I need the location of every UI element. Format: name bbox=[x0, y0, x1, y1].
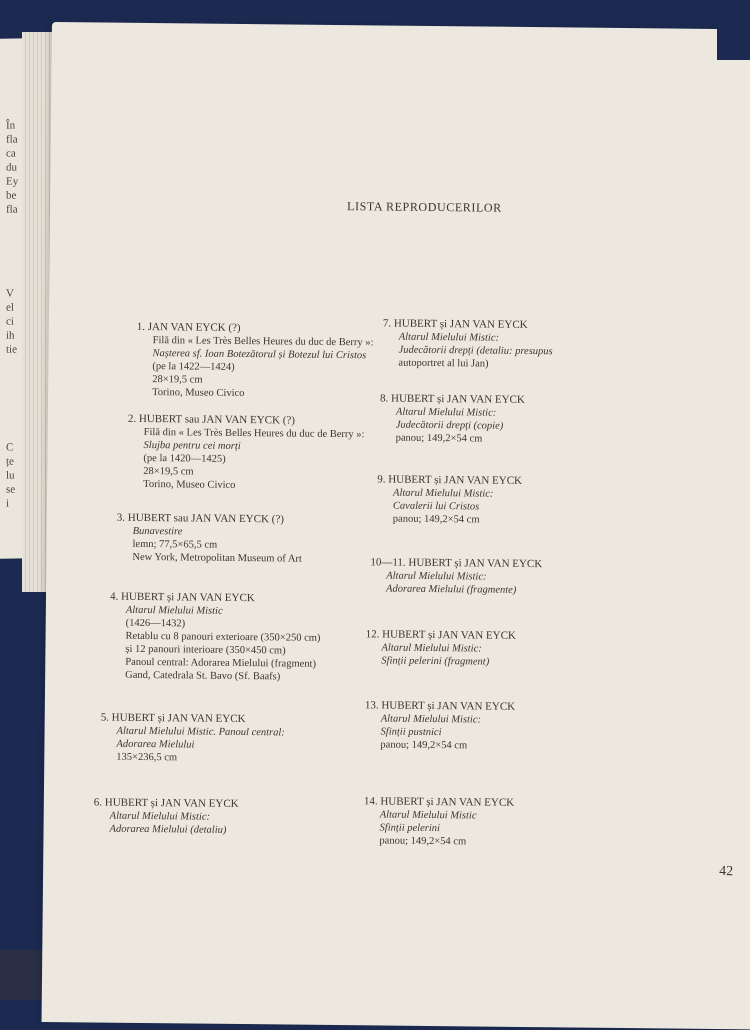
previous-page-fragment: ci bbox=[6, 315, 14, 328]
book-page bbox=[42, 22, 750, 1029]
entry-detail-line: Cavalerii lui Cristos bbox=[392, 500, 480, 513]
entry-detail-line: Nașterea sf. Ioan Botezătorul și Botezul lui Cristos bbox=[152, 348, 367, 362]
entry-detail-line: Adorarea Mielului (detaliu) bbox=[109, 823, 227, 836]
previous-page-fragment: du bbox=[6, 161, 17, 174]
entry-detail-line: Altarul Mielului Mistic: bbox=[395, 406, 497, 419]
previous-page-fragment: i bbox=[6, 497, 10, 510]
right_column-entry bbox=[365, 628, 516, 669]
entry-artist: HUBERT și JAN VAN EYCK bbox=[408, 556, 543, 571]
entry-detail-line: Filă din « Les Très Belles Heures du duc de Berry »: bbox=[143, 426, 365, 441]
entry-detail-line: 28×19,5 cm bbox=[143, 465, 194, 478]
entry-artist: HUBERT și JAN VAN EYCK bbox=[391, 392, 525, 406]
entry-detail-line: Judecătorii drepți (detaliu: presupus bbox=[398, 344, 553, 358]
entry-artist: HUBERT sau JAN VAN EYCK (?) bbox=[127, 511, 284, 526]
entry-detail-line: lemn; 77,5×65,5 cm bbox=[132, 538, 218, 551]
entry-detail-line: panou; 149,2×54 cm bbox=[392, 513, 480, 526]
previous-page-fragment: C bbox=[6, 441, 14, 454]
entry-detail-line: Torino, Museo Civico bbox=[143, 478, 236, 491]
entry-detail-line: Torino, Museo Civico bbox=[152, 387, 245, 400]
entry-detail-line: Altarul Mielului Mistic. Panoul central: bbox=[116, 725, 285, 739]
previous-page-fragment: ih bbox=[6, 329, 15, 342]
entry-artist: HUBERT și JAN VAN EYCK bbox=[111, 711, 246, 726]
entry-detail-line: 28×19,5 cm bbox=[152, 374, 203, 386]
entry-number: 14. bbox=[363, 795, 378, 808]
left_column-entry bbox=[100, 712, 285, 766]
previous-page-fragment: țe bbox=[6, 455, 14, 468]
entry-artist: HUBERT și JAN VAN EYCK bbox=[380, 795, 515, 809]
entry-detail-line: (1426—1432) bbox=[125, 617, 186, 630]
entry-detail-line: 135×236,5 cm bbox=[116, 751, 178, 764]
entry-detail-line: (pe la 1422—1424) bbox=[152, 361, 235, 373]
entry-detail-line: New York, Metropolitan Museum of Art bbox=[132, 551, 302, 565]
entry-number: 6. bbox=[93, 796, 103, 809]
page-heading: LISTA REPRODUCERILOR bbox=[347, 199, 502, 215]
entry-detail-line: Altarul Mielului Mistic: bbox=[398, 331, 500, 344]
entry-detail-line: Altarul Mielului Mistic bbox=[379, 809, 477, 822]
entry-detail-line: Adorarea Mielului (fragmente) bbox=[386, 583, 517, 596]
entry-detail-line: și 12 panouri interioare (350×450 cm) bbox=[125, 643, 286, 657]
previous-page-fragment: lu bbox=[6, 469, 15, 482]
entry-number: 4. bbox=[109, 590, 119, 603]
left_column-entry bbox=[109, 591, 321, 684]
entry-number: 13. bbox=[364, 699, 379, 712]
entry-artist: HUBERT și JAN VAN EYCK bbox=[393, 317, 528, 331]
right_column-entry bbox=[377, 473, 522, 527]
entry-number: 8. bbox=[380, 392, 389, 405]
entry-detail-line: Sfinții pelerini (fragment) bbox=[381, 655, 490, 668]
entry-number: 10—11. bbox=[370, 556, 406, 569]
entry-number: 7. bbox=[382, 317, 392, 330]
entry-artist: JAN VAN EYCK (?) bbox=[147, 321, 241, 334]
entry-detail-line: Altarul Mielului Mistic bbox=[125, 604, 223, 617]
entry-artist: HUBERT și JAN VAN EYCK bbox=[120, 590, 255, 605]
entry-detail-line: Altarul Mielului Mistic: bbox=[386, 570, 487, 583]
right_column-entry bbox=[370, 556, 542, 597]
entry-artist: HUBERT și JAN VAN EYCK bbox=[104, 796, 239, 810]
entry-number: 12. bbox=[365, 628, 380, 641]
entry-detail-line: autoportret al lui Jan) bbox=[398, 357, 489, 370]
right_column-entry bbox=[380, 392, 525, 446]
entry-detail-line: Altarul Mielului Mistic: bbox=[109, 810, 211, 823]
entry-artist: HUBERT și JAN VAN EYCK bbox=[388, 473, 523, 487]
entry-detail-line: Altarul Mielului Mistic: bbox=[380, 713, 482, 726]
entry-detail-line: Sfinții pustnici bbox=[380, 726, 442, 739]
entry-detail-line: Panoul central: Adorarea Mielului (fragment) bbox=[125, 656, 317, 670]
entry-number: 9. bbox=[377, 473, 386, 486]
left_column-entry bbox=[116, 512, 302, 566]
right_column-entry bbox=[382, 317, 553, 371]
entry-detail-line: Bunavestire bbox=[132, 525, 183, 538]
background-gap bbox=[717, 0, 750, 60]
entry-detail-line: panou; 149,2×54 cm bbox=[379, 835, 467, 848]
entry-detail-line: panou; 149,2×54 cm bbox=[380, 739, 468, 752]
entry-detail-line: Slujba pentru cei morți bbox=[143, 439, 241, 452]
previous-page-fragment: tie bbox=[6, 343, 17, 356]
previous-page-fragment: fla bbox=[6, 133, 18, 146]
previous-page-fragment: Ey bbox=[6, 175, 19, 188]
entry-detail-line: panou; 149,2×54 cm bbox=[395, 432, 483, 445]
entry-number: 5. bbox=[100, 711, 110, 724]
left_column-entry bbox=[93, 796, 238, 837]
entry-number: 3. bbox=[116, 511, 126, 524]
previous-page-fragment: ca bbox=[6, 147, 16, 160]
previous-page-fragment: be bbox=[6, 189, 17, 202]
entry-artist: HUBERT sau JAN VAN EYCK (?) bbox=[138, 412, 295, 427]
entry-detail-line: Sfinții pelerini bbox=[379, 822, 441, 835]
entry-detail-line: (pe la 1420—1425) bbox=[143, 452, 226, 465]
previous-page-fragment: el bbox=[6, 301, 14, 314]
previous-page-fragment: fla bbox=[6, 203, 18, 216]
entry-detail-line: Judecătorii drepți (copie) bbox=[395, 419, 504, 432]
right_column-entry bbox=[364, 699, 515, 753]
previous-page-fragment: În bbox=[6, 119, 16, 132]
entry-number: 1. bbox=[136, 320, 146, 333]
entry-detail-line: Altarul Mielului Mistic: bbox=[393, 487, 494, 500]
entry-artist: HUBERT și JAN VAN EYCK bbox=[382, 628, 516, 642]
entry-detail-line: Gand, Catedrala St. Bavo (Sf. Baafs) bbox=[125, 669, 281, 683]
previous-page-fragment: se bbox=[6, 483, 16, 496]
right_column-entry bbox=[363, 795, 514, 849]
entry-artist: HUBERT și JAN VAN EYCK bbox=[381, 699, 516, 713]
left_column-entry bbox=[136, 321, 374, 401]
previous-page-fragment: V bbox=[6, 287, 14, 300]
entry-detail-line: Adorarea Mielului bbox=[116, 738, 195, 751]
entry-detail-line: Filă din « Les Très Belles Heures du duc de Berry »: bbox=[152, 335, 374, 349]
page-number: 42 bbox=[719, 864, 734, 880]
entry-detail-line: Altarul Mielului Mistic: bbox=[381, 642, 482, 655]
left_column-entry bbox=[127, 413, 365, 493]
entry-number: 2. bbox=[127, 412, 137, 425]
entry-detail-line: Retablu cu 8 panouri exterioare (350×250 cm) bbox=[125, 630, 321, 644]
